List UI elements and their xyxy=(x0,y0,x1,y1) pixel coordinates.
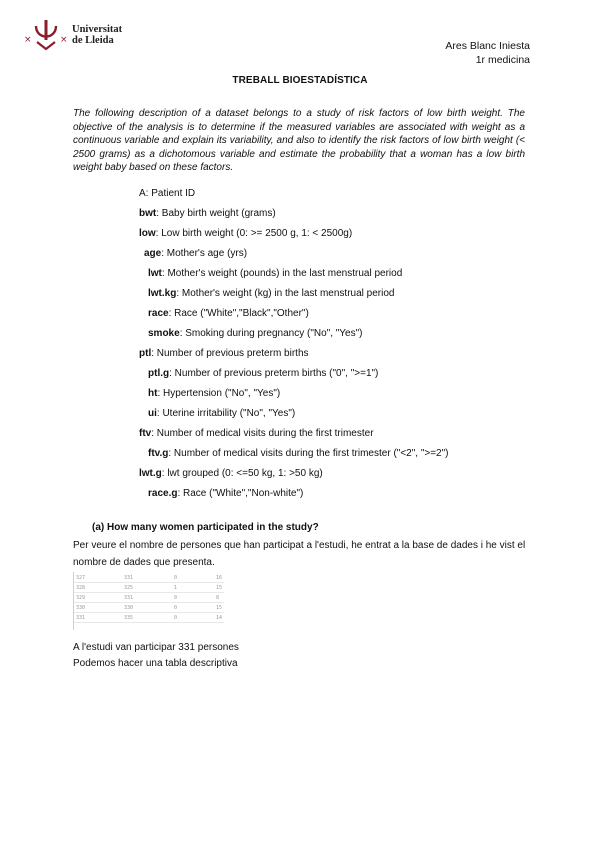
data-table-thumbnail: 327 331 0 16 328 325 1 15 329 331 0 8 330 330 0 15 331 335 0 14 xyxy=(73,572,226,630)
question-heading: (a) How many women participated in the study? xyxy=(92,522,319,533)
variable-item: ht: Hypertension ("No", "Yes") xyxy=(148,388,281,399)
conclusion-line: A l'estudi van participar 331 persones xyxy=(73,642,239,653)
variable-item: lwt.kg: Mother's weight (kg) in the last menstrual period xyxy=(148,288,395,299)
variable-item: ftv: Number of medical visits during the first trimester xyxy=(139,428,374,439)
conclusion-block xyxy=(73,640,239,672)
variable-item: age: Mother's age (yrs) xyxy=(144,248,248,259)
conclusion-line: Podemos hacer una tabla descriptiva xyxy=(73,658,238,669)
intro-paragraph: The following description of a dataset belongs to a study of risk factors of low birth weight. The objective of the analysis is to determine if the measured variables are associated with weight as a continuous variable and explain its variability, and also to identify the risk factors of low birth weight (< 2500 grams) as a dichotomous variable and estimate the probability that a woman has a low birth weight baby based on these factors. xyxy=(73,108,525,174)
author-block xyxy=(445,39,530,67)
variable-item: low: Low birth weight (0: >= 2500 g, 1: < 2500g) xyxy=(139,228,353,239)
svg-text:×: × xyxy=(60,35,68,45)
variable-item: race: Race ("White","Black","Other") xyxy=(148,308,309,319)
author-name: Ares Blanc Iniesta xyxy=(445,40,530,52)
variable-item: smoke: Smoking during pregnancy ("No", "Yes") xyxy=(148,328,363,339)
variable-item: A: Patient ID xyxy=(139,188,196,199)
variable-item: ftv.g: Number of medical visits during the first trimester ("<2", ">=2") xyxy=(148,448,449,459)
variable-item: ptl.g: Number of previous preterm births ("0", ">=1") xyxy=(148,368,379,379)
variable-item: ui: Uterine irritability ("No", "Yes") xyxy=(148,408,296,419)
course-label: 1r medicina xyxy=(475,54,530,66)
variable-item: lwt: Mother's weight (pounds) in the last menstrual period xyxy=(148,268,403,279)
svg-text:×: × xyxy=(24,35,32,45)
variable-item: lwt.g: lwt grouped (0: <=50 kg, 1: >50 kg) xyxy=(139,468,323,479)
page-title: TREBALL BIOESTADÍSTICA xyxy=(232,75,368,86)
answer-paragraph: Per veure el nombre de persones que han participat a l'estudi, he entrat a la base de dades i he vist el nombre de dades que presenta. xyxy=(73,540,526,568)
variable-item: race.g: Race ("White","Non-white") xyxy=(148,488,304,499)
university-name: Universitat de Lleida xyxy=(72,24,123,46)
variable-item: bwt: Baby birth weight (grams) xyxy=(139,208,276,219)
variable-item: ptl: Number of previous preterm births xyxy=(139,348,309,359)
